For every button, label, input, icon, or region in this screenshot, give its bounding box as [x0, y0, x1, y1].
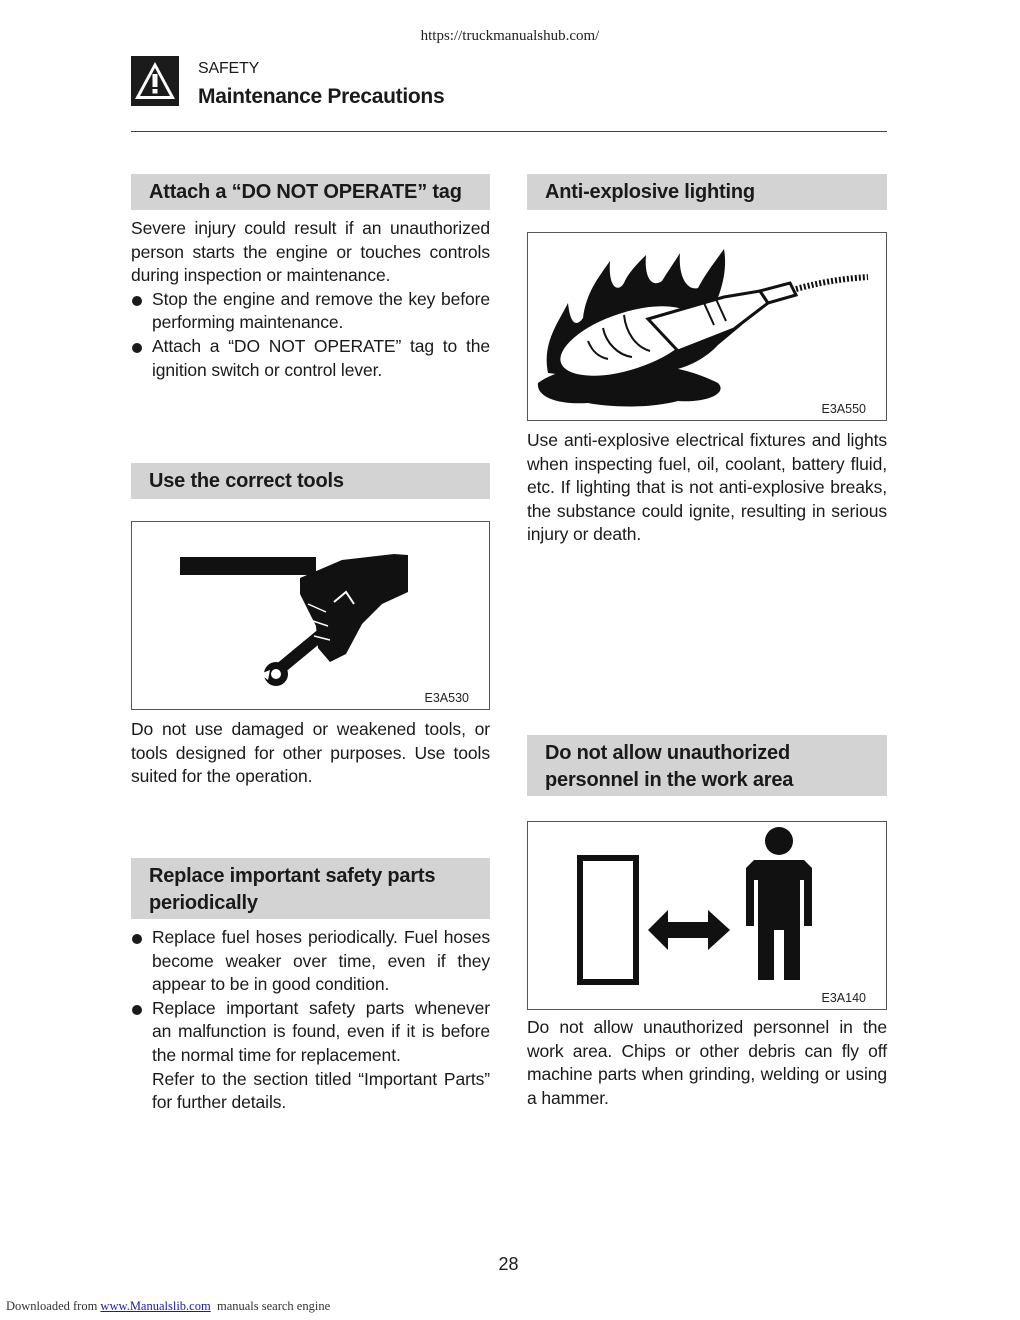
tag-heading: Attach a “DO NOT OPERATE” tag	[131, 174, 490, 210]
list-item: Replace important safety parts whenever an malfunction is found, even if it is before the normal time for replacement.	[131, 997, 490, 1068]
parts-list	[131, 926, 490, 1115]
figure-code: E3A140	[821, 991, 866, 1005]
lighting-figure	[527, 232, 887, 421]
bullet-icon	[132, 934, 142, 944]
list-item: Attach a “DO NOT OPERATE” tag to the ignition switch or control lever.	[131, 335, 490, 382]
list-item: Stop the engine and remove the key before performing maintenance.	[131, 288, 490, 335]
parts-heading: Replace important safety parts periodically	[131, 858, 490, 919]
section-label: SAFETY	[198, 60, 260, 77]
source-url: https://truckmanualshub.com/	[420, 28, 600, 44]
manualslib-link[interactable]: www.Manualslib.com	[100, 1299, 211, 1313]
tag-section	[131, 217, 490, 382]
distance-illustration	[528, 822, 886, 1009]
figure-code: E3A550	[821, 402, 866, 416]
parts-note: Refer to the section titled “Important Parts” for further details.	[152, 1068, 490, 1113]
lighting-heading: Anti-explosive lighting	[527, 174, 887, 210]
hand-wrench-illustration	[132, 522, 489, 709]
list-item: Replace fuel hoses periodically. Fuel hoses become weaker over time, even if they appear to be in good condition.	[131, 926, 490, 997]
tag-intro: Severe injury could result if an unauthorized person starts the engine or touches controls during inspection or maintenance.	[131, 218, 490, 286]
footer: Downloaded from www.Manualslib.com manuals search engine	[6, 1299, 331, 1313]
page-title: Maintenance Precautions	[198, 85, 445, 108]
bullet-icon	[132, 296, 142, 306]
figure-code: E3A530	[424, 691, 469, 705]
personnel-figure	[527, 821, 887, 1010]
bullet-icon	[132, 343, 142, 353]
bullet-icon	[132, 1005, 142, 1015]
warning-icon	[131, 56, 179, 106]
tools-figure	[131, 521, 490, 710]
tools-text: Do not use damaged or weakened tools, or tools designed for other purposes. Use tools suited for the operation.	[131, 719, 490, 787]
page-number: 28	[498, 1254, 519, 1274]
fire-lamp-illustration	[528, 233, 886, 420]
lighting-text: Use anti-explosive electrical fixtures and lights when inspecting fuel, oil, coolant, battery fluid, etc. If lighting that is not anti-explosive breaks, the substance could ignite, resulting in serious injury or death.	[527, 430, 887, 545]
header-divider	[131, 131, 887, 132]
tools-heading: Use the correct tools	[131, 463, 490, 499]
personnel-text: Do not allow unauthorized personnel in the work area. Chips or other debris can fly off machine parts when grinding, welding or using a hammer.	[527, 1017, 887, 1108]
personnel-heading: Do not allow unauthorized personnel in the work area	[527, 735, 887, 796]
